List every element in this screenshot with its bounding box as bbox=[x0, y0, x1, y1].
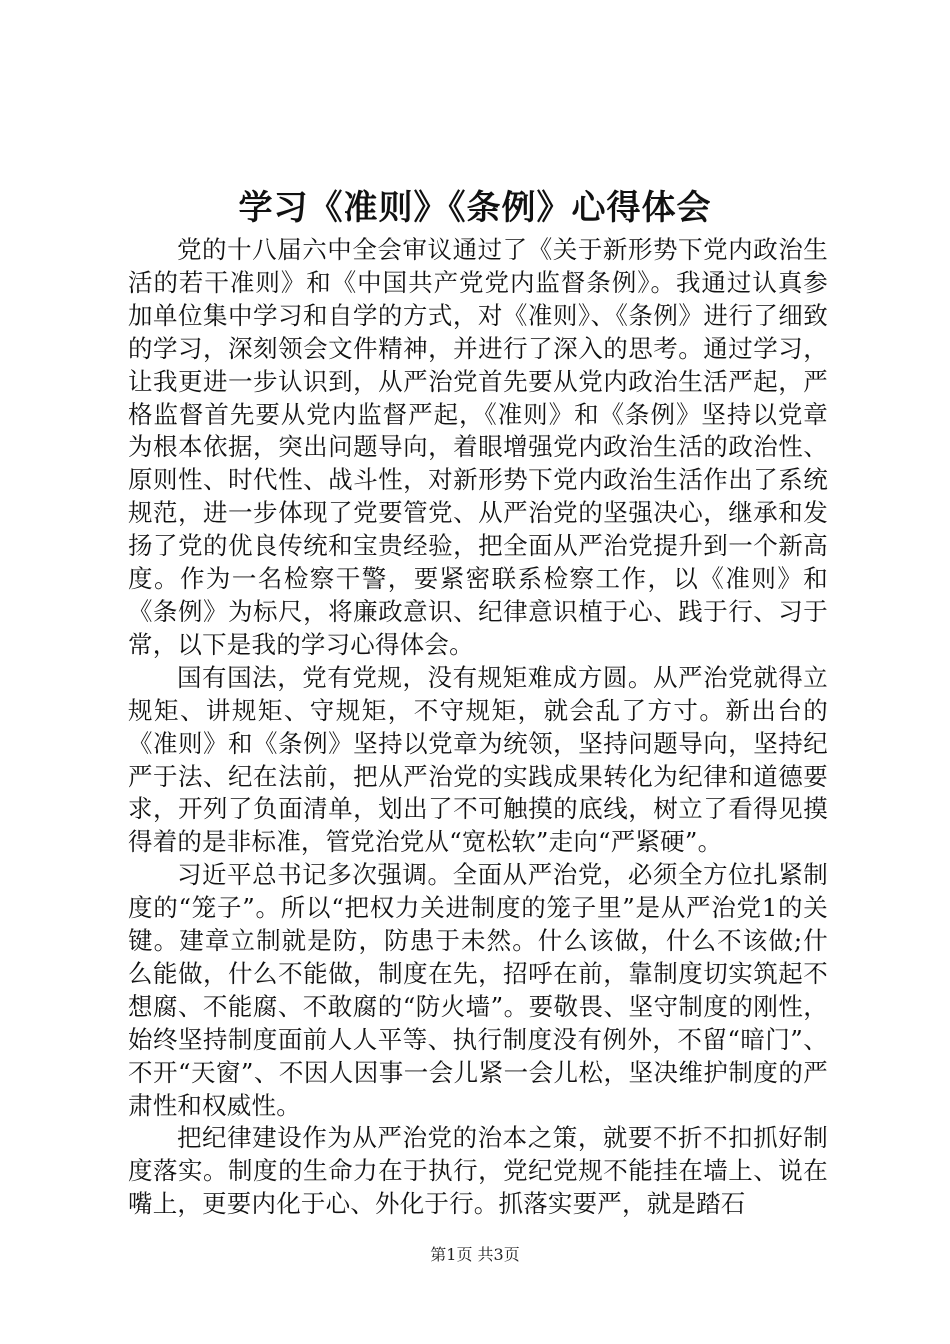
document-body bbox=[128, 234, 828, 1221]
paragraph-3: 习近平总书记多次强调。全面从严治党，必须全方位扎紧制度的“笼子”。所以“把权力关进制度的笼子里”是从严治党1的关键。建章立制就是防，防患于未然。什么该做，什么不该做;什么能做，什么不能做，制度在先，招呼在前，靠制度切实筑起不想腐、不能腐、不敢腐的“防火墙”。要敬畏、坚守制度的刚性，始终坚持制度面前人人平等、执行制度没有例外，不留“暗门”、不开“天窗”、不因人因事一会儿紧一会儿松，坚决维护制度的严肃性和权威性。 bbox=[128, 860, 828, 1120]
paragraph-2: 国有国法，党有党规，没有规矩难成方圆。从严治党就得立规矩、讲规矩、守规矩，不守规矩，就会乱了方寸。新出台的《准则》和《条例》坚持以党章为统领，坚持问题导向，坚持纪严于法、纪在法前，把从严治党的实践成果转化为纪律和道德要求，开列了负面清单，划出了不可触摸的底线，树立了看得见摸得着的是非标准，管党治党从“宽松软”走向“严紧硬”。 bbox=[128, 662, 828, 857]
paragraph-4: 把纪律建设作为从严治党的治本之策，就要不折不扣抓好制度落实。制度的生命力在于执行，党纪党规不能挂在墙上、说在嘴上，更要内化于心、外化于行。抓落实要严，就是踏石 bbox=[128, 1123, 828, 1219]
document-title: 学习《准则》《条例》心得体会 bbox=[238, 188, 712, 228]
paragraph-1: 党的十八届六中全会审议通过了《关于新形势下党内政治生活的若干准则》和《中国共产党党内监督条例》。我通过认真参加单位集中学习和自学的方式，对《准则》、《条例》进行了细致的学习，深刻领会文件精神，并进行了深入的思考。通过学习，让我更进一步认识到，从严治党首先要从党内政治生活严起，严格监督首先要从党内监督严起，《准则》和《条例》坚持以党章为根本依据，突出问题导向，着眼增强党内政治生活的政治性、原则性、时代性、战斗性，对新形势下党内政治生活作出了系统规范，进一步体现了党要管党、从严治党的坚强决心，继承和发扬了党的优良传统和宝贵经验，把全面从严治党提升到一个新高度。作为一名检察干警，要紧密联系检察工作，以《准则》和《条例》为标尺，将廉政意识、纪律意识植于心、践于行、习于常，以下是我的学习心得体会。 bbox=[128, 235, 828, 659]
page-footer: 第1页 共3页 bbox=[430, 1245, 520, 1264]
